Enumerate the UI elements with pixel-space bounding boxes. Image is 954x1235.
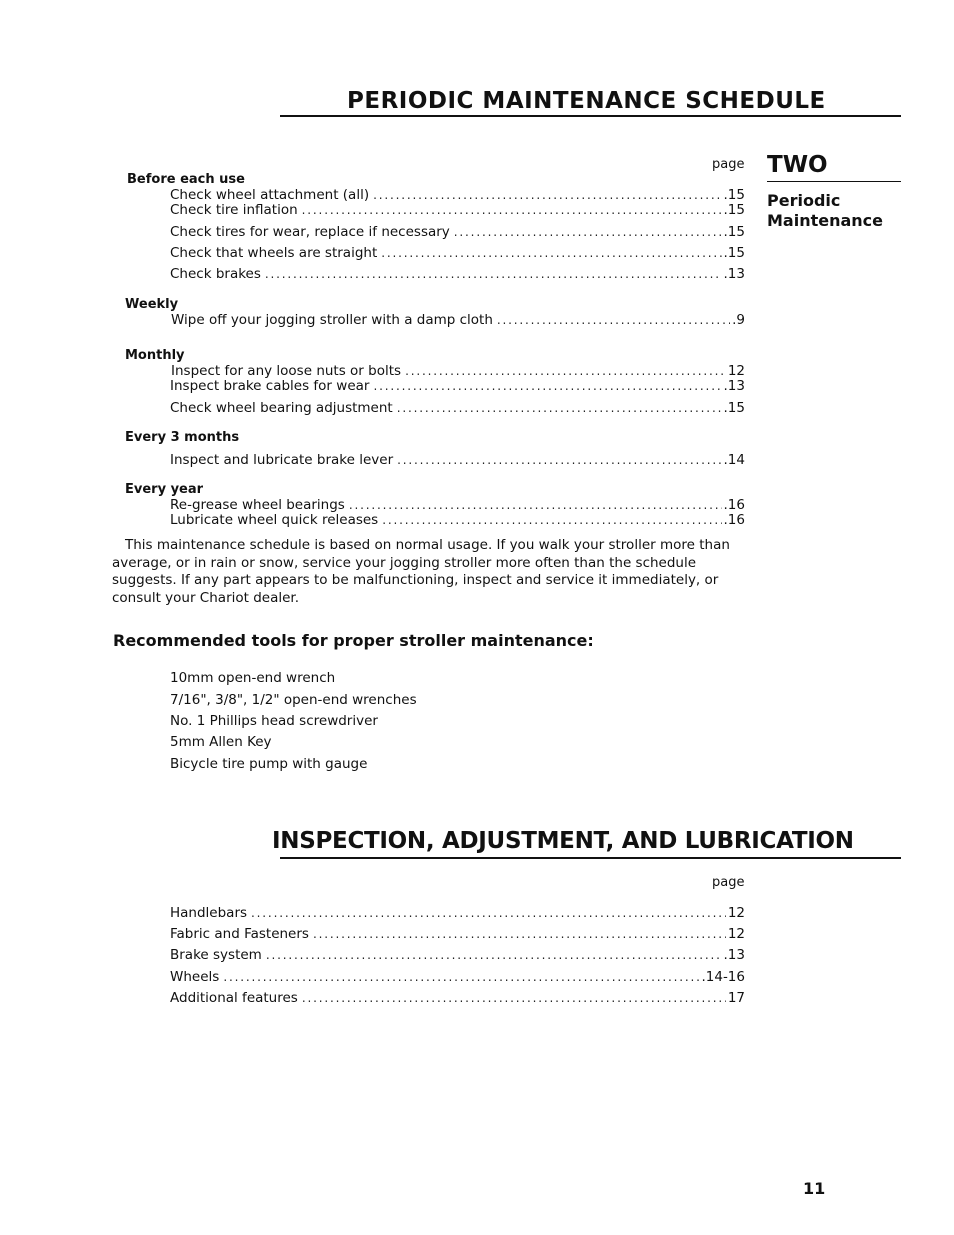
row-label: Lubricate wheel quick releases: [170, 512, 379, 528]
section-heading: Every year: [125, 482, 204, 497]
schedule-row: [170, 224, 745, 240]
title-rule: [280, 115, 901, 117]
leader-dots: [373, 379, 721, 393]
row-page: 12: [727, 363, 745, 379]
row-page: .15: [723, 187, 745, 203]
leader-dots: [313, 927, 726, 941]
leader-dots: [373, 188, 721, 202]
row-page: .16: [723, 497, 745, 513]
leader-dots: [405, 364, 726, 378]
row-label: Wipe off your jogging stroller with a damp cloth: [171, 312, 493, 328]
inspection-row: [170, 905, 745, 921]
tool-item: 7/16", 3/8", 1/2" open-end wrenches: [170, 692, 417, 708]
row-page: .9: [732, 312, 745, 328]
row-label: Check brakes: [170, 266, 261, 282]
row-label: Re-grease wheel bearings: [170, 497, 345, 513]
leader-dots: [302, 203, 722, 217]
schedule-title: PERIODIC MAINTENANCE SCHEDULE: [347, 88, 826, 114]
row-label: Check wheel bearing adjustment: [170, 400, 393, 416]
inspection-title: INSPECTION, ADJUSTMENT, AND LUBRICATION: [272, 828, 854, 854]
leader-dots: [302, 991, 726, 1005]
leader-dots: [454, 225, 722, 239]
tool-item: No. 1 Phillips head screwdriver: [170, 713, 378, 729]
section-heading: Monthly: [125, 348, 185, 363]
row-label: Check wheel attachment (all): [170, 187, 370, 203]
schedule-row: [170, 400, 745, 416]
tool-item: Bicycle tire pump with gauge: [170, 756, 368, 772]
leader-dots: [381, 246, 721, 260]
schedule-row: [170, 497, 745, 513]
row-page: .15: [723, 224, 745, 240]
title-rule: [280, 857, 901, 859]
row-page: .13: [723, 378, 745, 394]
row-label: Additional features: [170, 990, 298, 1006]
schedule-row: [170, 266, 745, 282]
leader-dots: [251, 906, 726, 920]
leader-dots: [349, 498, 722, 512]
inspection-row: [170, 947, 745, 963]
row-label: Wheels: [170, 969, 220, 985]
row-label: Fabric and Fasteners: [170, 926, 309, 942]
row-page: 12: [727, 905, 745, 921]
row-label: Brake system: [170, 947, 262, 963]
tool-item: 5mm Allen Key: [170, 734, 272, 750]
row-page: 12: [727, 926, 745, 942]
leader-dots: [382, 513, 721, 527]
schedule-row: [170, 452, 745, 468]
row-page: .15: [723, 245, 745, 261]
row-page: .13: [723, 266, 745, 282]
schedule-page-header: page: [712, 157, 745, 172]
leader-dots: [266, 948, 722, 962]
row-label: Check tire inflation: [170, 202, 298, 218]
schedule-row: [170, 378, 745, 394]
row-page: .16: [723, 512, 745, 528]
chapter-label: TWO: [767, 152, 828, 178]
row-label: Check that wheels are straight: [170, 245, 378, 261]
sidebar-rule: [767, 181, 901, 182]
tool-item: 10mm open-end wrench: [170, 670, 336, 686]
inspection-page-header: page: [712, 875, 745, 890]
schedule-row: [170, 245, 745, 261]
row-page: .13: [723, 947, 745, 963]
inspection-row: [170, 969, 745, 985]
leader-dots: [265, 267, 722, 281]
row-label: Inspect and lubricate brake lever: [170, 452, 394, 468]
schedule-row: [170, 512, 745, 528]
sidebar-subtitle-line1: Periodic: [767, 191, 841, 210]
row-page: 17: [727, 990, 745, 1006]
page-number: 11: [803, 1179, 826, 1198]
schedule-note: This maintenance schedule is based on normal usage. If you walk your stroller more than average, or in rain or snow, service your jogging stroller more often than the schedule suggests. If any part appears to be malfunctioning, inspect and service it immediately, or consult your Chariot dealer.: [112, 537, 730, 606]
row-label: Inspect brake cables for wear: [170, 378, 370, 394]
section-heading: Every 3 months: [125, 430, 240, 445]
leader-dots: [497, 313, 730, 327]
leader-dots: [397, 453, 721, 467]
inspection-row: [170, 926, 745, 942]
row-page: .14-16: [701, 969, 745, 985]
tools-heading: Recommended tools for proper stroller maintenance:: [113, 631, 594, 650]
schedule-row: [171, 363, 745, 379]
leader-dots: [397, 401, 722, 415]
sidebar-subtitle: [767, 191, 883, 231]
sidebar-subtitle-line2: Maintenance: [767, 211, 884, 230]
row-label: Check tires for wear, replace if necessary: [170, 224, 450, 240]
schedule-row: [171, 312, 745, 328]
row-label: Handlebars: [170, 905, 248, 921]
section-heading: Before each use: [127, 172, 245, 187]
schedule-row: [170, 202, 745, 218]
schedule-row: [170, 187, 745, 203]
row-page: .14: [723, 452, 745, 468]
row-page: .15: [723, 400, 745, 416]
section-heading: Weekly: [125, 297, 179, 312]
row-page: .15: [723, 202, 745, 218]
inspection-row: [170, 990, 745, 1006]
leader-dots: [223, 970, 699, 984]
row-label: Inspect for any loose nuts or bolts: [171, 363, 402, 379]
